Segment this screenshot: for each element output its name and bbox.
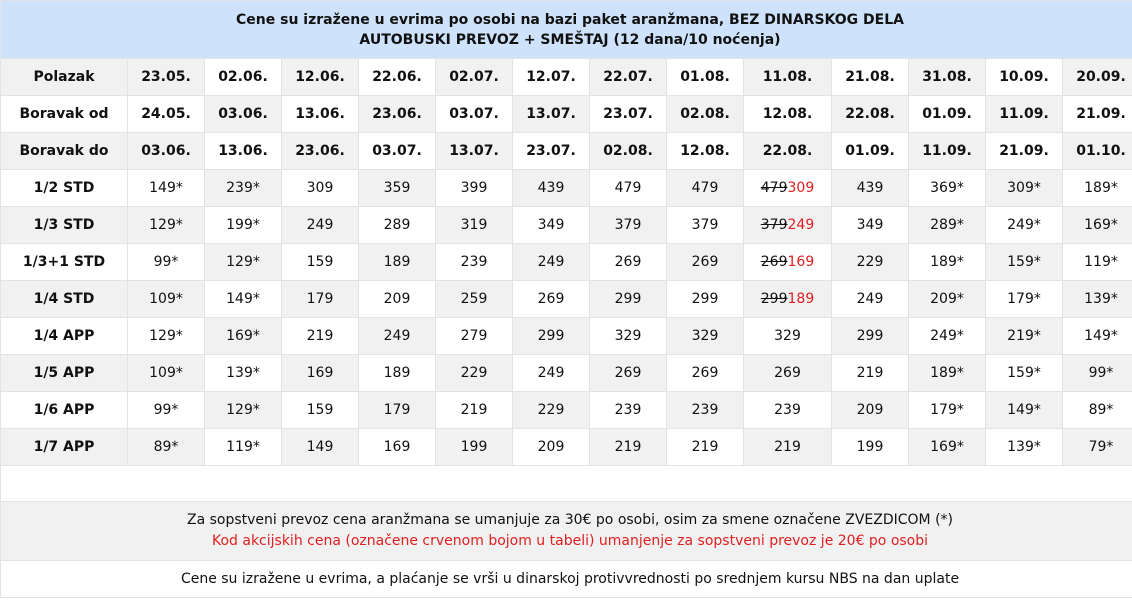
table-cell: 129* — [128, 207, 205, 244]
table-cell: 279 — [436, 318, 513, 355]
note-line1: Za sopstveni prevoz cena aranžmana se umanjuje za 30€ po osobi, osim za smene označene ZVEZDICOM (*) — [187, 512, 953, 528]
old-price: 269 — [760, 254, 788, 270]
table-row — [1, 170, 1132, 207]
table-cell: 21.08. — [832, 59, 909, 96]
table-cell: 179 — [282, 281, 359, 318]
table-cell: 03.06. — [128, 133, 205, 170]
table-cell: 219* — [986, 318, 1063, 355]
table-cell: 209 — [359, 281, 436, 318]
table-cell: 02.06. — [205, 59, 282, 96]
table-cell: 119* — [205, 429, 282, 466]
row-label: 1/7 APP — [1, 429, 128, 466]
table-row — [1, 355, 1132, 392]
table-row — [1, 96, 1132, 133]
table-cell: 99* — [128, 244, 205, 281]
table-cell: 349 — [832, 207, 909, 244]
header-line2: AUTOBUSKI PREVOZ + SMEŠTAJ (12 dana/10 noćenja) — [359, 31, 781, 48]
table-cell: 89* — [128, 429, 205, 466]
table-cell: 329 — [744, 318, 832, 355]
table-cell: 11.08. — [744, 59, 832, 96]
row-label: 1/4 STD — [1, 281, 128, 318]
promo-price-cell — [744, 170, 832, 207]
table-cell: 109* — [128, 355, 205, 392]
table-cell: 20.09. — [1063, 59, 1132, 96]
table-row — [1, 281, 1132, 318]
row-label: 1/3+1 STD — [1, 244, 128, 281]
table-cell: 13.06. — [205, 133, 282, 170]
table-cell: 11.09. — [909, 133, 986, 170]
table-cell: 229 — [436, 355, 513, 392]
table-cell: 23.06. — [359, 96, 436, 133]
table-cell: 269 — [667, 244, 744, 281]
table-cell: 03.06. — [205, 96, 282, 133]
table-cell: 249 — [513, 244, 590, 281]
table-cell: 13.06. — [282, 96, 359, 133]
row-label: Boravak od — [1, 96, 128, 133]
table-cell: 11.09. — [986, 96, 1063, 133]
table-cell: 159 — [282, 392, 359, 429]
table-cell: 01.08. — [667, 59, 744, 96]
table-cell: 219 — [667, 429, 744, 466]
table-cell: 359 — [359, 170, 436, 207]
table-cell: 239 — [436, 244, 513, 281]
table-row — [1, 244, 1132, 281]
table-cell: 249 — [359, 318, 436, 355]
table-cell: 02.08. — [590, 133, 667, 170]
table-cell: 01.09. — [909, 96, 986, 133]
table-cell: 129* — [205, 244, 282, 281]
table-cell: 02.07. — [436, 59, 513, 96]
promo-price: 189 — [787, 291, 815, 307]
table-cell: 379 — [590, 207, 667, 244]
table-cell: 169* — [205, 318, 282, 355]
table-cell: 189* — [909, 244, 986, 281]
table-cell: 199 — [832, 429, 909, 466]
table-cell: 199 — [436, 429, 513, 466]
table-header — [1, 1, 1132, 59]
table-cell: 03.07. — [436, 96, 513, 133]
table-cell: 109* — [128, 281, 205, 318]
table-cell: 129* — [205, 392, 282, 429]
table-cell: 299 — [832, 318, 909, 355]
table-cell: 479 — [667, 170, 744, 207]
payment-note — [1, 561, 1132, 598]
table-cell: 249 — [832, 281, 909, 318]
table-cell: 149* — [128, 170, 205, 207]
table-cell: 24.05. — [128, 96, 205, 133]
table-cell: 149* — [205, 281, 282, 318]
table-row — [1, 318, 1132, 355]
table-cell: 22.08. — [832, 96, 909, 133]
table-row — [1, 59, 1132, 96]
table-cell: 289* — [909, 207, 986, 244]
row-label: Polazak — [1, 59, 128, 96]
promo-price-cell — [744, 244, 832, 281]
table-cell: 239 — [744, 392, 832, 429]
row-label: 1/5 APP — [1, 355, 128, 392]
row-label: 1/4 APP — [1, 318, 128, 355]
table-cell: 22.08. — [744, 133, 832, 170]
promo-price: 169 — [787, 254, 815, 270]
table-cell: 269 — [590, 355, 667, 392]
table-cell: 13.07. — [436, 133, 513, 170]
table-cell: 179 — [359, 392, 436, 429]
table-cell: 249 — [282, 207, 359, 244]
table-cell: 219 — [282, 318, 359, 355]
table-cell: 439 — [513, 170, 590, 207]
blank-row — [1, 466, 1132, 502]
table-cell: 249* — [909, 318, 986, 355]
row-label: 1/2 STD — [1, 170, 128, 207]
table-cell: 01.09. — [832, 133, 909, 170]
table-cell: 13.07. — [513, 96, 590, 133]
table-cell: 189* — [909, 355, 986, 392]
table-cell: 349 — [513, 207, 590, 244]
table-cell: 399 — [436, 170, 513, 207]
table-cell: 189 — [359, 355, 436, 392]
table-cell: 23.05. — [128, 59, 205, 96]
table-cell: 369* — [909, 170, 986, 207]
table-cell: 139* — [205, 355, 282, 392]
table-cell: 319 — [436, 207, 513, 244]
table-cell: 439 — [832, 170, 909, 207]
table-row — [1, 133, 1132, 170]
table-cell: 219 — [436, 392, 513, 429]
row-label: Boravak do — [1, 133, 128, 170]
transport-note — [1, 502, 1132, 561]
table-cell: 159 — [282, 244, 359, 281]
header-title — [1, 1, 1132, 59]
table-cell: 99* — [1063, 355, 1132, 392]
table-cell: 309 — [282, 170, 359, 207]
table-cell: 219 — [590, 429, 667, 466]
table-cell: 149* — [1063, 318, 1132, 355]
table-cell: 209 — [513, 429, 590, 466]
table-cell: 329 — [667, 318, 744, 355]
table-cell: 299 — [667, 281, 744, 318]
table-cell: 03.07. — [359, 133, 436, 170]
table-cell: 01.10. — [1063, 133, 1132, 170]
table-row — [1, 392, 1132, 429]
table-cell: 269 — [744, 355, 832, 392]
table-cell: 219 — [744, 429, 832, 466]
table-cell: 249* — [986, 207, 1063, 244]
promo-price: 309 — [787, 180, 815, 196]
table-cell: 479 — [590, 170, 667, 207]
note-line3: Cene su izražene u evrima, a plaćanje se vrši u dinarskoj protivvrednosti po srednjem kursu NBS na dan uplate — [1, 561, 1132, 598]
table-cell: 269 — [667, 355, 744, 392]
header-line1: Cene su izražene u evrima po osobi na bazi paket aranžmana, BEZ DINARSKOG DELA — [236, 11, 904, 28]
table-cell: 149* — [986, 392, 1063, 429]
table-cell: 12.07. — [513, 59, 590, 96]
table-cell: 269 — [590, 244, 667, 281]
promo-price-cell — [744, 207, 832, 244]
table-cell: 99* — [128, 392, 205, 429]
table-cell: 209* — [909, 281, 986, 318]
table-cell: 10.09. — [986, 59, 1063, 96]
table-cell: 229 — [513, 392, 590, 429]
table-cell: 139* — [986, 429, 1063, 466]
table-cell: 169 — [282, 355, 359, 392]
table-cell: 12.06. — [282, 59, 359, 96]
table-cell: 379 — [667, 207, 744, 244]
table-cell: 239 — [667, 392, 744, 429]
table-cell: 229 — [832, 244, 909, 281]
table-cell: 299 — [513, 318, 590, 355]
table-cell: 22.07. — [590, 59, 667, 96]
table-cell: 23.07. — [590, 96, 667, 133]
table-cell: 79* — [1063, 429, 1132, 466]
table-cell: 159* — [986, 355, 1063, 392]
table-cell: 129* — [128, 318, 205, 355]
table-cell: 169 — [359, 429, 436, 466]
table-cell: 259 — [436, 281, 513, 318]
table-cell: 199* — [205, 207, 282, 244]
table-cell: 289 — [359, 207, 436, 244]
table-cell: 209 — [832, 392, 909, 429]
table-cell: 149 — [282, 429, 359, 466]
table-cell: 169* — [1063, 207, 1132, 244]
table-cell: 12.08. — [667, 133, 744, 170]
table-cell: 119* — [1063, 244, 1132, 281]
row-label: 1/6 APP — [1, 392, 128, 429]
table-row — [1, 207, 1132, 244]
table-cell: 309* — [986, 170, 1063, 207]
table-cell: 02.08. — [667, 96, 744, 133]
old-price: 299 — [760, 291, 788, 307]
table-cell: 239* — [205, 170, 282, 207]
table-cell: 31.08. — [909, 59, 986, 96]
row-label: 1/3 STD — [1, 207, 128, 244]
table-cell: 169* — [909, 429, 986, 466]
promo-price: 249 — [787, 217, 815, 233]
table-cell: 179* — [909, 392, 986, 429]
table-cell: 12.08. — [744, 96, 832, 133]
table-cell: 249 — [513, 355, 590, 392]
table-cell: 219 — [832, 355, 909, 392]
table-cell: 239 — [590, 392, 667, 429]
old-price: 379 — [760, 217, 788, 233]
table-cell: 23.06. — [282, 133, 359, 170]
table-cell: 89* — [1063, 392, 1132, 429]
table-cell: 21.09. — [986, 133, 1063, 170]
table-cell: 189* — [1063, 170, 1132, 207]
table-cell: 22.06. — [359, 59, 436, 96]
table-cell: 189 — [359, 244, 436, 281]
table-cell: 329 — [590, 318, 667, 355]
promo-price-cell — [744, 281, 832, 318]
table-cell: 23.07. — [513, 133, 590, 170]
table-cell: 269 — [513, 281, 590, 318]
old-price: 479 — [760, 180, 788, 196]
table-cell: 21.09. — [1063, 96, 1132, 133]
table-cell: 179* — [986, 281, 1063, 318]
table-cell: 159* — [986, 244, 1063, 281]
table-row — [1, 429, 1132, 466]
table-cell: 139* — [1063, 281, 1132, 318]
table-cell: 299 — [590, 281, 667, 318]
note-line2: Kod akcijskih cena (označene crvenom bojom u tabeli) umanjenje za sopstveni prevoz je 20€ po osobi — [211, 533, 929, 549]
